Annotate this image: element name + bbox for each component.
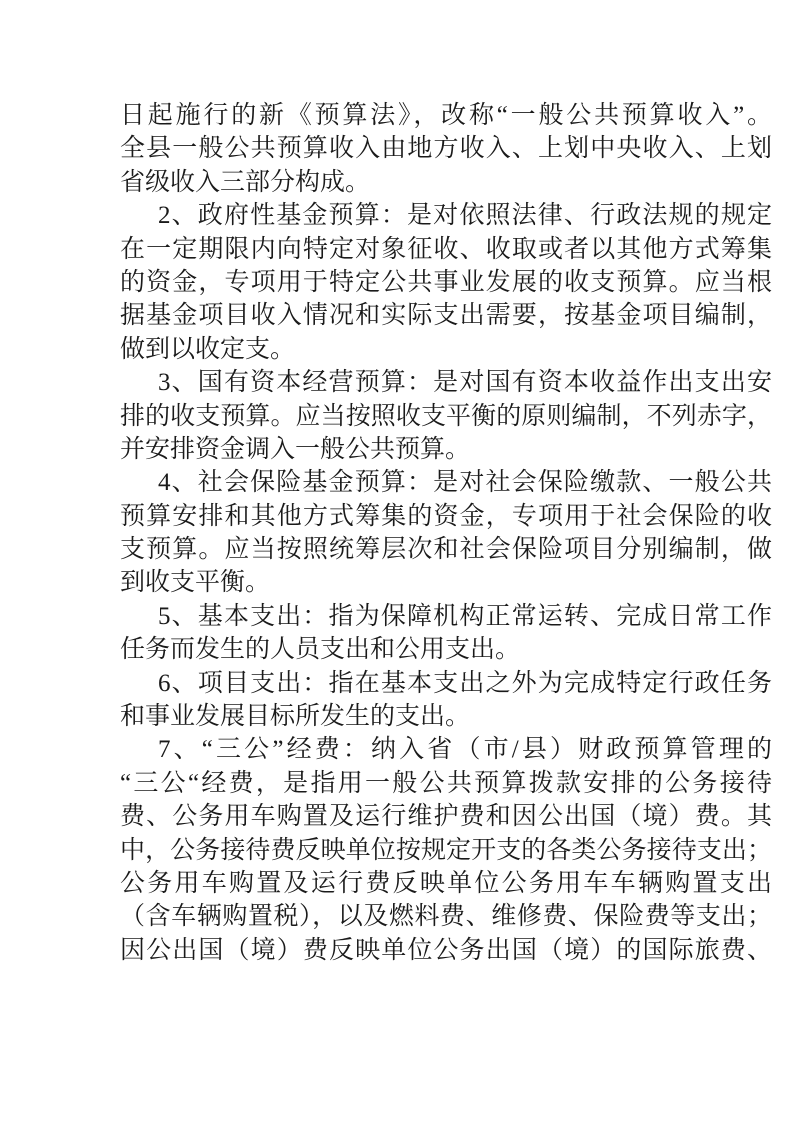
text-line: 支预算。应当按照统筹层次和社会保险项目分别编制，做 [120,536,772,564]
text-line: 并安排资金调入一般公共预算。 [120,435,471,463]
text-line: 排的收支预算。应当按照收支平衡的原则编制，不列赤字， [120,402,772,430]
text-line: 预算安排和其他方式筹集的资金，专项用于社会保险的收 [120,502,772,530]
text-line-item-3-start: 3、国有资本经营预算：是对国有资本收益作出支出安 [158,369,772,397]
text-line: 日起施行的新《预算法》，改称“一般公共预算收入”。 [120,102,772,129]
text-line: 做到以收定支。 [120,335,296,363]
document-body [120,99,772,967]
text-line: 和事业发展目标所发生的支出。 [120,703,471,731]
text-line-item-6-start: 6、项目支出：指在基本支出之外为完成特定行政任务 [158,669,772,697]
text-line: 到收支平衡。 [120,569,271,597]
text-line: 公务用车购置及运行费反映单位公务用车车辆购置支出 [120,869,772,897]
text-line: 据基金项目收入情况和实际支出需要，按基金项目编制， [120,302,772,330]
text-line-item-4-start: 4、社会保险基金预算：是对社会保险缴款、一般公共 [158,469,772,497]
text-line-item-2-start: 2、政府性基金预算：是对依照法律、行政法规的规定 [158,202,772,230]
text-line: 全县一般公共预算收入由地方收入、上划中央收入、上划 [120,135,772,163]
text-line-item-7-start: 7、“三公”经费：纳入省（市/县）财政预算管理的 [158,736,772,764]
text-line: 的资金，专项用于特定公共事业发展的收支预算。应当根 [120,268,772,296]
text-line: 任务而发生的人员支出和公用支出。 [120,636,521,664]
text-line: 中，公务接待费反映单位按规定开支的各类公务接待支出； [120,836,772,864]
text-line: “三公“经费，是指用一般公共预算拨款安排的公务接待 [120,769,772,797]
text-line: 省级收入三部分构成。 [120,168,371,196]
text-line: （含车辆购置税），以及燃料费、维修费、保险费等支出； [120,903,772,931]
text-line-item-5-start: 5、基本支出：指为保障机构正常运转、完成日常工作 [158,602,772,630]
text-line: 费、公务用车购置及运行维护费和因公出国（境）费。其 [120,803,772,831]
text-line: 因公出国（境）费反映单位公务出国（境）的国际旅费、 [120,936,772,964]
text-line: 在一定期限内向特定对象征收、收取或者以其他方式筹集 [120,235,772,263]
